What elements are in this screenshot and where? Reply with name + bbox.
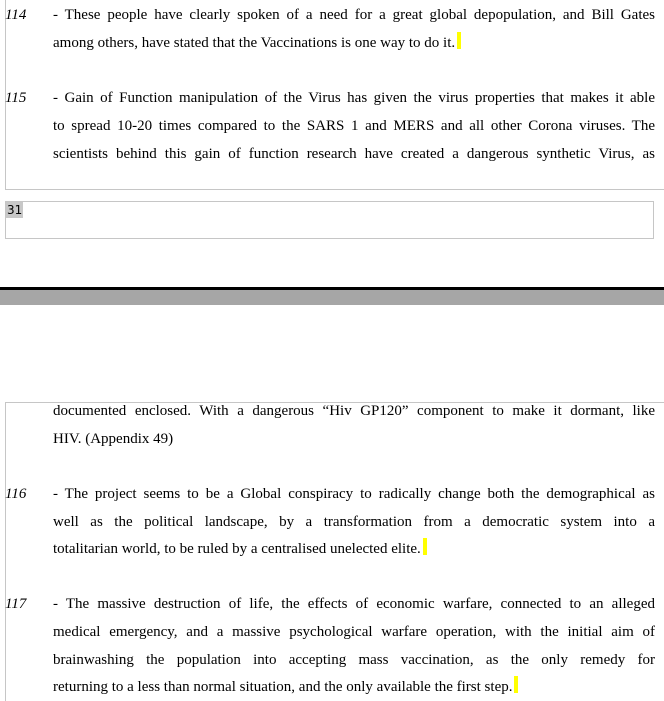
text-line: - Gain of Function manipulation of the Virus has given the virus properties that makes it able [53, 90, 655, 106]
text-line-content: returning to a less than normal situation, and the only available the first step. [53, 679, 513, 695]
text-line: - The massive destruction of life, the effects of economic warfare, connected to an alleged [53, 596, 655, 612]
text-line: scientists behind this gain of function research have created a dangerous synthetic Virus, as [53, 146, 655, 162]
text-line: - The project seems to be a Global conspiracy to radically change both the demographical as [53, 486, 655, 502]
text-line [53, 29, 655, 57]
text-line: - These people have clearly spoken of a need for a great global depopulation, and Bill Gates [53, 7, 655, 23]
text-line: documented enclosed. With a dangerous “Hiv GP120” component to make it dormant, like [53, 403, 655, 419]
page-break-gap [0, 287, 664, 305]
document-page [0, 305, 664, 701]
text-line [53, 535, 655, 563]
text-line: brainwashing the population into accepting mass vaccination, as the only remedy for [53, 652, 655, 668]
highlight-mark [423, 538, 427, 555]
text-line: well as the political landscape, by a transformation from a democratic system into a [53, 514, 655, 530]
footer-area[interactable] [5, 201, 654, 239]
paragraph-number: 115 [5, 90, 27, 106]
paragraph-number: 116 [5, 486, 27, 502]
page-number-field[interactable]: 31 [7, 203, 23, 217]
paragraph-number: 117 [5, 596, 27, 612]
text-line: medical emergency, and a massive psychological warfare operation, with the initial aim of [53, 624, 655, 640]
text-line-content: among others, have stated that the Vaccinations is one way to do it. [53, 35, 456, 51]
text-line [53, 673, 655, 701]
document-page [0, 0, 664, 287]
highlight-mark [514, 676, 518, 693]
text-line: to spread 10-20 times compared to the SARS 1 and MERS and all other Corona viruses. The [53, 118, 655, 134]
text-line-content: totalitarian world, to be ruled by a centralised unelected elite. [53, 541, 421, 557]
paragraph-number: 114 [5, 7, 27, 23]
text-line: HIV. (Appendix 49) [53, 431, 174, 447]
highlight-mark [457, 32, 461, 49]
